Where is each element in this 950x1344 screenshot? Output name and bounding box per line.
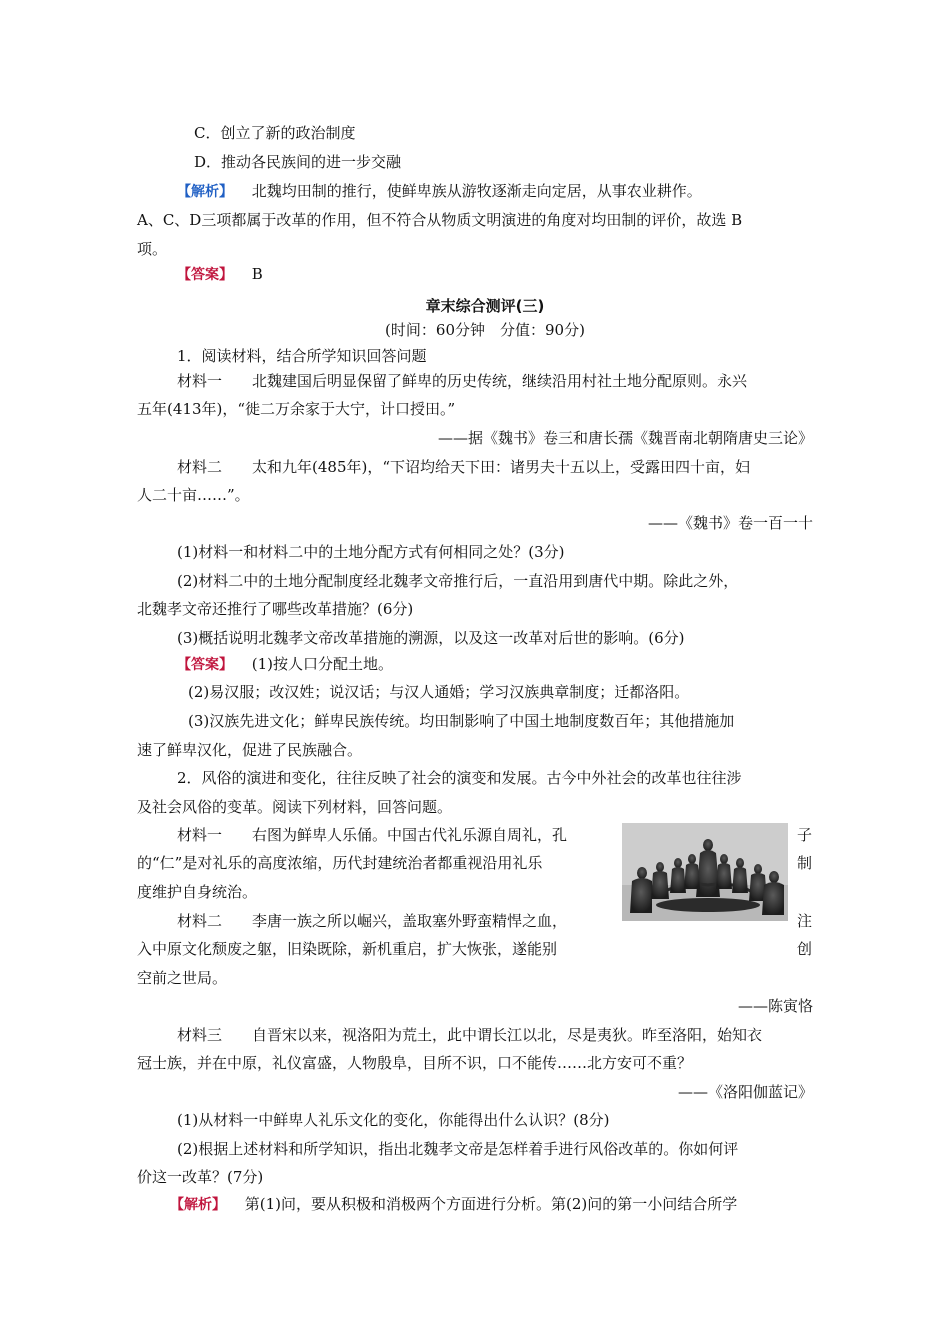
analysis-tag: 【解析】	[177, 184, 233, 200]
prev-analysis-line1	[177, 181, 702, 202]
q1-answer-line3: (3)汉族先进文化；鲜卑民族传统。均田制影响了中国土地制度数百年；其他措施加	[188, 712, 735, 730]
q1-material1-line2: 五年(413年)，“徙二万余家于大宁，计口授田。”	[137, 400, 456, 418]
prev-analysis-line3: 项。	[137, 240, 168, 258]
q2-material1-line1-end: 子	[797, 826, 813, 844]
q1-sub2-line2: 北魏孝文帝还推行了哪些改革措施？(6分)	[137, 600, 414, 618]
prev-answer	[177, 264, 263, 285]
option-d: D．推动各民族间的进一步交融	[194, 153, 402, 171]
q2-sub2-line2: 价这一改革？(7分)	[137, 1168, 264, 1186]
q1-sub1: (1)材料一和材料二中的土地分配方式有何相同之处？(3分)	[177, 543, 565, 561]
q2-material2-line2: 入中原文化颓废之躯，旧染既除，新机重启，扩大恢张，遂能别	[137, 940, 558, 958]
answer-tag: 【答案】	[177, 657, 233, 673]
q1-material2-line1: 材料二 太和九年(485年)，“下诏均给天下田：诸男夫十五以上，受露田四十亩，妇	[177, 458, 751, 476]
q2-material1-line2-end: 制	[797, 854, 813, 872]
analysis-text: 北魏均田制的推行，使鲜卑族从游牧逐渐走向定居，从事农业耕作。	[251, 182, 702, 200]
q2-material2-line1: 材料二 李唐一族之所以崛兴，盖取塞外野蛮精悍之血，	[177, 912, 568, 930]
q2-material2-line3: 空前之世局。	[137, 969, 228, 987]
q2-material1-line2: 的“仁”是对礼乐的高度浓缩，历代封建统治者都重视沿用礼乐	[137, 854, 543, 872]
q2-material1-line1: 材料一 右图为鲜卑人乐俑。中国古代礼乐源自周礼，孔	[177, 826, 568, 844]
q1-answer-line2: (2)易汉服；改汉姓；说汉话；与汉人通婚；学习汉族典章制度；迁都洛阳。	[188, 683, 690, 701]
analysis-tag: 【解析】	[170, 1197, 226, 1213]
q2-stem-line1: 2．风俗的演进和变化，往往反映了社会的演变和发展。古今中外社会的改革也往往涉	[177, 769, 742, 787]
q2-sub1: (1)从材料一中鲜卑人礼乐文化的变化，你能得出什么认识？(8分)	[177, 1111, 610, 1129]
q1-material1-line1: 材料一 北魏建国后明显保留了鲜卑的历史传统，继续沿用村社土地分配原则。永兴	[177, 372, 748, 390]
q2-material3-source: ——《洛阳伽蓝记》	[677, 1083, 813, 1101]
q1-stem: 1．阅读材料，结合所学知识回答问题	[177, 347, 427, 365]
q1-material2-source: ——《魏书》卷一百一十	[647, 514, 813, 532]
q2-analysis-line1	[170, 1194, 737, 1215]
q1-sub3: (3)概括说明北魏孝文帝改革措施的溯源，以及这一改革对后世的影响。(6分)	[177, 629, 685, 647]
section-meta: (时间：60分钟 分值：90分)	[385, 321, 585, 339]
section-title: 章末综合测评(三)	[425, 297, 545, 315]
answer-value: B	[251, 265, 263, 283]
q1-material1-source: ——据《魏书》卷三和唐长孺《魏晋南北朝隋唐史三论》	[437, 429, 813, 447]
q2-material2-source: ——陈寅恪	[737, 997, 813, 1015]
q1-sub2-line1: (2)材料二中的土地分配制度经北魏孝文帝推行后，一直沿用到唐代中期。除此之外，	[177, 572, 739, 590]
q2-material2-line2-end: 创	[797, 940, 813, 958]
q1-material2-line2: 人二十亩……”。	[137, 486, 250, 504]
figurine-photo-icon	[622, 823, 788, 921]
answer-tag: 【答案】	[177, 267, 233, 283]
q2-material3-line2: 冠士族，并在中原，礼仪富盛，人物殷阜，目所不识，口不能传……北方安可不重？	[137, 1054, 693, 1072]
q2-material1-line3: 度维护自身统治。	[137, 883, 258, 901]
analysis-text: 第(1)问，要从积极和消极两个方面进行分析。第(2)问的第一小问结合所学	[244, 1195, 738, 1213]
figurine-photo-graphic	[622, 823, 788, 921]
q1-answer-line1	[177, 654, 393, 675]
q2-material2-line1-end: 注	[797, 912, 813, 930]
q1-answer-line4: 速了鲜卑汉化，促进了民族融合。	[137, 741, 363, 759]
answer-text: (1)按人口分配土地。	[251, 655, 394, 673]
option-c: C．创立了新的政治制度	[194, 124, 356, 142]
q2-sub2-line1: (2)根据上述材料和所学知识，指出北魏孝文帝是怎样着手进行风俗改革的。你如何评	[177, 1140, 739, 1158]
prev-analysis-line2: A、C、D三项都属于改革的作用，但不符合从物质文明演进的角度对均田制的评价，故选 B	[137, 211, 743, 229]
q2-stem-line2: 及社会风俗的变革。阅读下列材料，回答问题。	[137, 798, 453, 816]
q2-material3-line1: 材料三 自晋宋以来，视洛阳为荒土，此中谓长江以北，尽是夷狄。昨至洛阳，始知衣	[177, 1026, 763, 1044]
